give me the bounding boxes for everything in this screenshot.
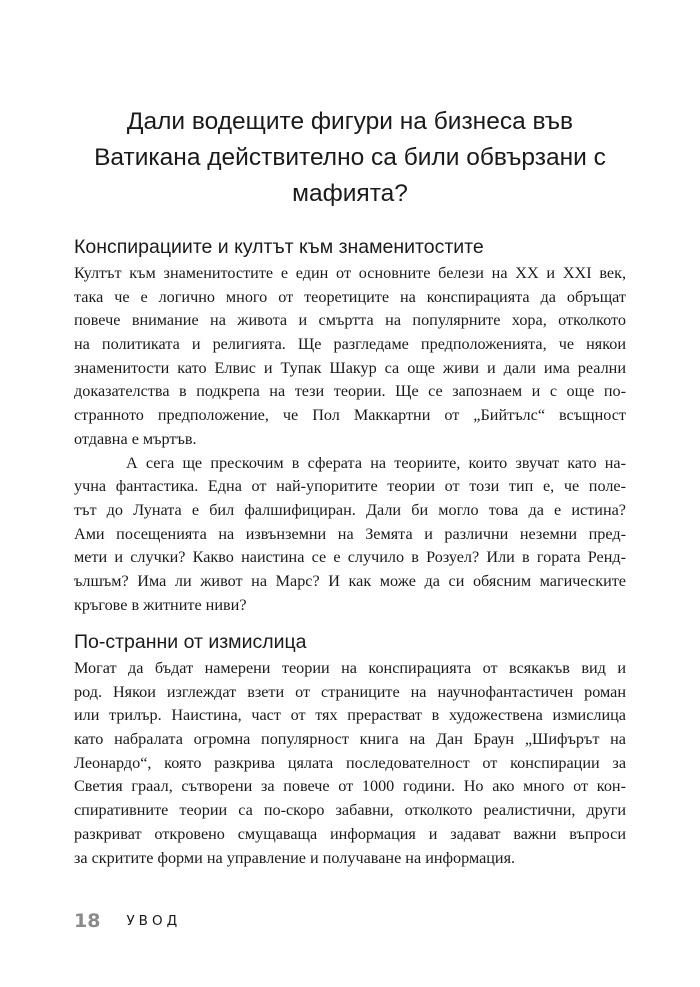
question-line: Ватикана действително са били обвързани с <box>94 144 606 171</box>
text-line: знаменитости като Елвис и Тупак Шакур са още живи и дали има реални <box>74 358 626 377</box>
paragraph <box>74 262 626 452</box>
text-line: спиративните теории са по-скоро забавни, отколкото реалистични, други <box>74 801 626 820</box>
text-line: разкриват откровено смущаваща информация и задават важни въпроси <box>74 824 626 843</box>
text-line: отдавна е мъртъв. <box>74 429 197 448</box>
section-body-celebrities <box>74 262 626 617</box>
section-heading-stranger-than-fiction: По-странни от измислица <box>74 631 307 653</box>
text-line: Култът към знаменитостите е един от основните белези на XX и XXI век, <box>74 264 626 282</box>
text-line: Могат да бъдат намерени теории на конспирацията от всякакъв вид и <box>74 659 626 677</box>
text-line: на политиката и религията. Ще разгледаме предположенията, че някои <box>74 335 626 354</box>
text-line: повече внимание на живота и смъртта на популярните хора, отколкото <box>74 311 626 330</box>
text-line: за скритите форми на управление и получаване на информация. <box>74 848 516 867</box>
section-body-stranger-than-fiction <box>74 657 626 870</box>
text-line: или трилър. Наистина, част от тях прерастват в художествена измислица <box>74 706 626 725</box>
text-line: така че е логично много от теоретиците на конспирацията да обръщат <box>74 287 626 306</box>
question-line: Дали водещите фигури на бизнеса във <box>126 108 574 135</box>
text-line: тът до Луната е бил фалшифициран. Дали би могло това да е истина? <box>74 500 626 519</box>
question-line: мафията? <box>292 180 408 207</box>
page-question-title <box>70 104 630 212</box>
text-line: мети и случки? Какво наистина се е случило в Розуел? Или в гората Ренд- <box>74 548 626 567</box>
page-number: 18 <box>74 910 101 932</box>
text-line: Ами посещенията на извънземни на Земята и различни неземни пред- <box>74 524 626 543</box>
running-header: УВОД <box>126 913 182 929</box>
text-line: А сега ще прескочим в сферата на теориите, които звучат като на- <box>126 453 626 472</box>
text-line: учна фантастика. Една от най-упоритите теории от този тип е, че поле- <box>74 477 626 496</box>
text-line: странното предположение, че Пол Маккартни от „Бийтълс“ всъщност <box>74 406 626 425</box>
text-line: кръгове в житните ниви? <box>74 595 247 614</box>
text-line: доказателства в подкрепа на тези теории. Ще се запознаем и с още по- <box>74 382 626 401</box>
text-line: Светия граал, сътворени за повече от 1000 години. Но ако много от кон- <box>74 777 626 796</box>
paragraph <box>74 452 626 618</box>
page-footer <box>74 906 181 936</box>
text-line: род. Някои изглеждат взети от страниците на научнофантастичен роман <box>74 682 626 701</box>
text-line: ълшъм? Има ли живот на Марс? И как може да си обясним магическите <box>74 571 626 590</box>
section-heading-celebrities: Конспирациите и култът към знаменитостите <box>74 236 484 258</box>
text-line: като набралата огромна популярност книга на Дан Браун „Шифърът на <box>74 730 626 749</box>
paragraph <box>74 657 626 870</box>
text-line: Леонардо“, която разкрива цялата последователност от конспирации за <box>74 753 626 772</box>
